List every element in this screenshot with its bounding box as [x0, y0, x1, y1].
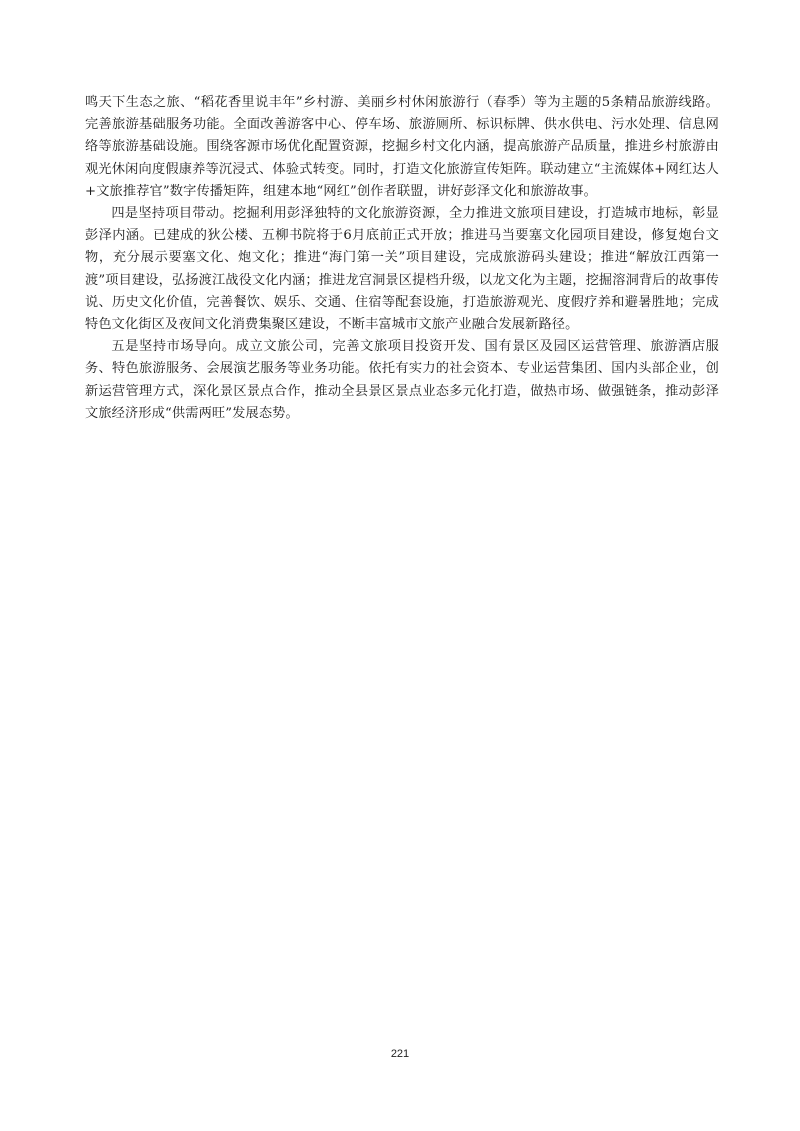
page-number: 221: [390, 1048, 410, 1060]
paragraph-market-oriented: 五是坚持市场导向。成立文旅公司，完善文旅项目投资开发、国有景区及园区运营管理、旅游酒店服务、特色旅游服务、会展演艺服务等业务功能。依托有实力的社会资本、专业运营集团、国内头部企业，创新运营管理方式，深化景区景点合作，推动全县景区景点业态多元化打造，做热市场、做强链条，推动彭泽文旅经济形成“供需两旺”发展态势。: [85, 339, 719, 421]
paragraph-project-driven: 四是坚持项目带动。挖掘利用彭泽独特的文化旅游资源，全力推进文旅项目建设，打造城市地标，彰显彭泽内涵。已建成的狄公楼、五柳书院将于6月底前正式开放；推进马当要塞文化园项目建设，修复炮台文物，充分展示要塞文化、炮文化；推进“海门第一关”项目建设，完成旅游码头建设；推进“解放江西第一渡”项目建设，弘扬渡江战役文化内涵；推进龙宫洞景区提档升级，以龙文化为主题，挖掘溶洞背后的故事传说、历史文化价值，完善餐饮、娱乐、交通、住宿等配套设施，打造旅游观光、度假疗养和避暑胜地；完成特色文化街区及夜间文化消费集聚区建设，不断丰富城市文旅产业融合发展新路径。: [85, 206, 719, 333]
paragraph-continuation: 鸣天下生态之旅、“稻花香里说丰年”乡村游、美丽乡村休闲旅游行（春季）等为主题的5条精品旅游线路。完善旅游基础服务功能。全面改善游客中心、停车场、旅游厕所、标识标牌、供水供电、污水处理、信息网络等旅游基础设施。围绕客源市场优化配置资源，挖掘乡村文化内涵，提高旅游产品质量，推进乡村旅游由观光休闲向度假康养等沉浸式、体验式转变。同时，打造文化旅游宣传矩阵。联动建立“主流媒体+网红达人+文旅推荐官”数字传播矩阵，组建本地“网红”创作者联盟，讲好彭泽文化和旅游故事。: [85, 95, 719, 199]
body-text: [85, 92, 719, 425]
